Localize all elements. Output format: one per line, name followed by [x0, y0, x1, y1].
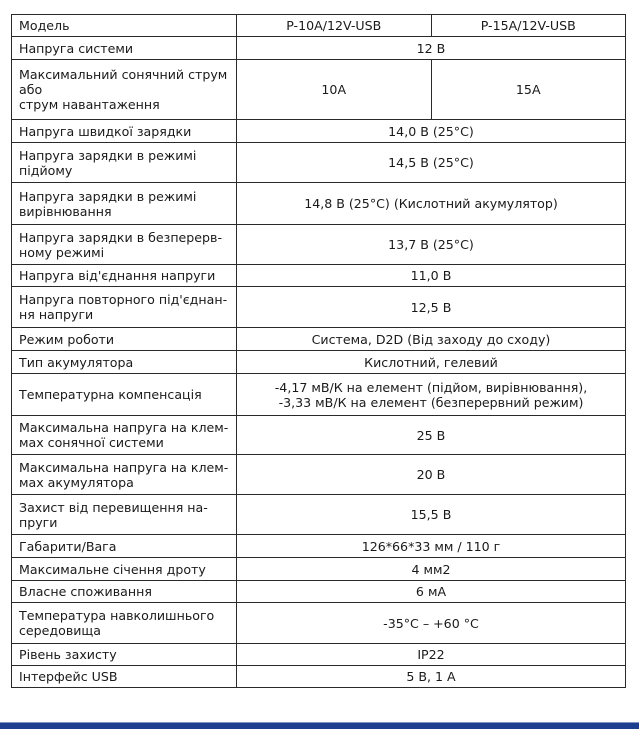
table-row: [12, 455, 626, 495]
spec-table: [11, 14, 626, 688]
row-value: 14,8 В (25°С) (Кислотний акумулятор): [237, 183, 626, 225]
row-label: Температурна компенсація: [12, 374, 237, 416]
table-row: [12, 265, 626, 287]
table-row: [12, 644, 626, 666]
table-row: [12, 183, 626, 225]
row-label: Максимальна напруга на клем- мах акумулятора: [12, 455, 237, 495]
row-label: Рівень захисту: [12, 644, 237, 666]
row-value: 12,5 В: [237, 287, 626, 328]
row-value: Система, D2D (Від заходу до сходу): [237, 328, 626, 351]
row-label: Власне споживання: [12, 581, 237, 603]
row-label: Напруга повторного під'єднан- ня напруги: [12, 287, 237, 328]
row-label: Температура навколишнього середовища: [12, 603, 237, 644]
row-label: Тип акумулятора: [12, 351, 237, 374]
row-value: 126*66*33 мм / 110 г: [237, 535, 626, 558]
row-value-a: 10A: [237, 60, 432, 120]
header-label: Модель: [12, 15, 237, 37]
row-value: 13,7 В (25°С): [237, 225, 626, 265]
row-label: Напруга від'єднання напруги: [12, 265, 237, 287]
row-value: IP22: [237, 644, 626, 666]
row-label: Напруга системи: [12, 37, 237, 60]
row-label: Габарити/Вага: [12, 535, 237, 558]
row-label: Режим роботи: [12, 328, 237, 351]
table-row: [12, 495, 626, 535]
row-value: 5 В, 1 А: [237, 666, 626, 688]
table-row: [12, 603, 626, 644]
row-label: Інтерфейс USB: [12, 666, 237, 688]
table-row: [12, 535, 626, 558]
row-label: Напруга зарядки в режимі вирівнювання: [12, 183, 237, 225]
table-row: [12, 37, 626, 60]
row-value: 25 В: [237, 416, 626, 455]
row-value: 14,5 В (25°С): [237, 143, 626, 183]
row-value: 6 мА: [237, 581, 626, 603]
row-value: -4,17 мВ/К на елемент (підйом, вирівнювання), -3,33 мВ/К на елемент (безперервний режим): [237, 374, 626, 416]
table-row: [12, 351, 626, 374]
table-row: [12, 581, 626, 603]
row-label: Максимальна напруга на клем- мах сонячної системи: [12, 416, 237, 455]
row-label: Максимальне січення дроту: [12, 558, 237, 581]
table-row: [12, 666, 626, 688]
header-model-b: P-15A/12V-USB: [431, 15, 626, 37]
table-row: [12, 558, 626, 581]
row-label: Напруга швидкої зарядки: [12, 120, 237, 143]
row-value: 14,0 В (25°С): [237, 120, 626, 143]
row-value: 15,5 В: [237, 495, 626, 535]
table-row: [12, 287, 626, 328]
row-value-b: 15A: [431, 60, 626, 120]
table-row: [12, 15, 626, 37]
row-label: Напруга зарядки в безперерв- ному режимі: [12, 225, 237, 265]
row-value: -35°С – +60 °С: [237, 603, 626, 644]
row-value: 11,0 В: [237, 265, 626, 287]
table-row: [12, 328, 626, 351]
row-value: 4 мм2: [237, 558, 626, 581]
row-label: Максимальний сонячний струм або струм навантаження: [12, 60, 237, 120]
table-row: [12, 60, 626, 120]
row-value: 20 В: [237, 455, 626, 495]
table-row: [12, 120, 626, 143]
row-label: Захист від перевищення на- пруги: [12, 495, 237, 535]
row-value: Кислотний, гелевий: [237, 351, 626, 374]
table-row: [12, 416, 626, 455]
table-row: [12, 225, 626, 265]
bottom-accent-bar: [0, 722, 639, 729]
row-value: 12 В: [237, 37, 626, 60]
table-row: [12, 374, 626, 416]
row-label: Напруга зарядки в режимі підйому: [12, 143, 237, 183]
header-model-a: P-10A/12V-USB: [237, 15, 432, 37]
table-row: [12, 143, 626, 183]
